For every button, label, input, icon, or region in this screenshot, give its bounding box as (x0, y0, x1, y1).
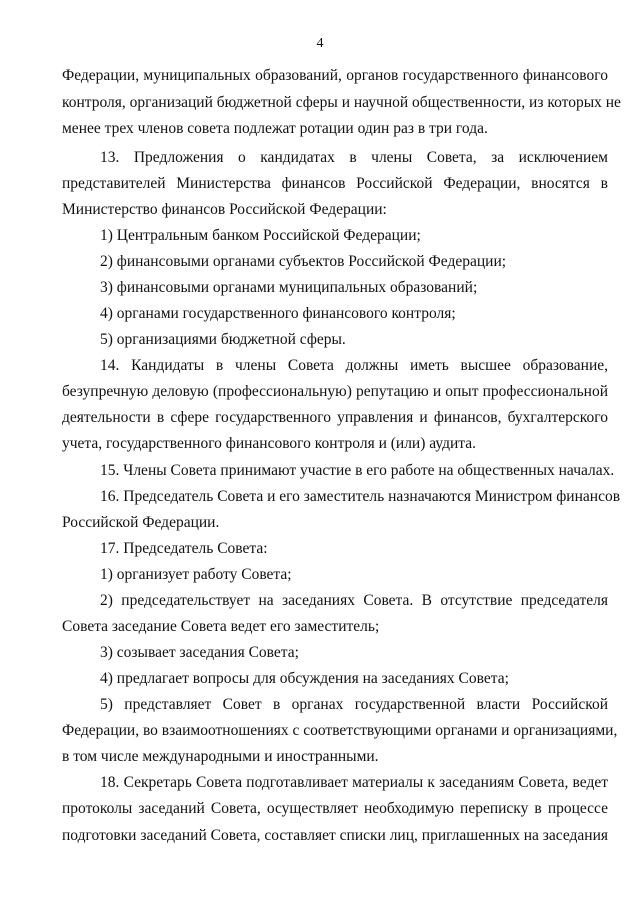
text-line: 4) предлагает вопросы для обсуждения на заседаниях Совета; (100, 670, 509, 687)
text-line: 3) созывает заседания Совета; (100, 644, 299, 661)
text-line: 2) председательствует на заседаниях Совета. В отсутствие председателя (100, 592, 608, 609)
text-line: учета, государственного финансового контроля и (или) аудита. (62, 435, 477, 452)
text-line: 14. Кандидаты в члены Совета должны иметь высшее образование, (100, 357, 608, 374)
text-line: 4) органами государственного финансового контроля; (100, 305, 456, 322)
text-line: 2) финансовыми органами субъектов Российской Федерации; (100, 253, 507, 270)
text-line: 1) Центральным банком Российской Федерации; (100, 227, 421, 244)
text-line: менее трех членов совета подлежат ротации один раз в три года. (62, 120, 488, 137)
text-line: Федерации, во взаимоотношениях с соответствующими органами и организациями, (62, 722, 618, 739)
text-line: 18. Секретарь Совета подготавливает материалы к заседаниям Совета, ведет (100, 774, 608, 791)
text-line: Совета заседание Совета ведет его заместитель; (62, 618, 380, 635)
text-line: представителей Министерства финансов Российской Федерации, вносятся в (62, 175, 608, 192)
text-line: Российской Федерации. (62, 514, 220, 531)
text-line: в том числе международными и иностранными. (62, 748, 379, 765)
text-line: 5) организациями бюджетной сферы. (100, 331, 346, 348)
text-line: 1) организует работу Совета; (100, 566, 292, 583)
text-line: 16. Председатель Совета и его заместитель назначаются Министром финансов (100, 488, 621, 505)
text-line: безупречную деловую (профессиональную) репутацию и опыт профессиональной (62, 383, 608, 400)
text-line: 3) финансовыми органами муниципальных образований; (100, 279, 478, 296)
text-line: Федерации, муниципальных образований, органов государственного финансового (62, 67, 608, 84)
text-line: 15. Члены Совета принимают участие в его работе на общественных началах. (100, 462, 615, 479)
page-number: 4 (316, 36, 324, 51)
text-line: Министерство финансов Российской Федерации: (62, 201, 387, 218)
text-line: 17. Председатель Совета: (100, 540, 268, 557)
text-line: протоколы заседаний Совета, осуществляет необходимую переписку в процессе (62, 800, 608, 817)
text-line: контроля, организаций бюджетной сферы и научной общественности, из которых не (62, 94, 621, 111)
text-line: деятельности в сфере государственного управления и финансов, бухгалтерского (62, 409, 608, 426)
text-line: 5) представляет Совет в органах государственной власти Российской (100, 696, 608, 713)
text-line: подготовки заседаний Совета, составляет списки лиц, приглашенных на заседания (62, 827, 609, 844)
text-line: 13. Предложения о кандидатах в члены Совета, за исключением (100, 149, 608, 166)
